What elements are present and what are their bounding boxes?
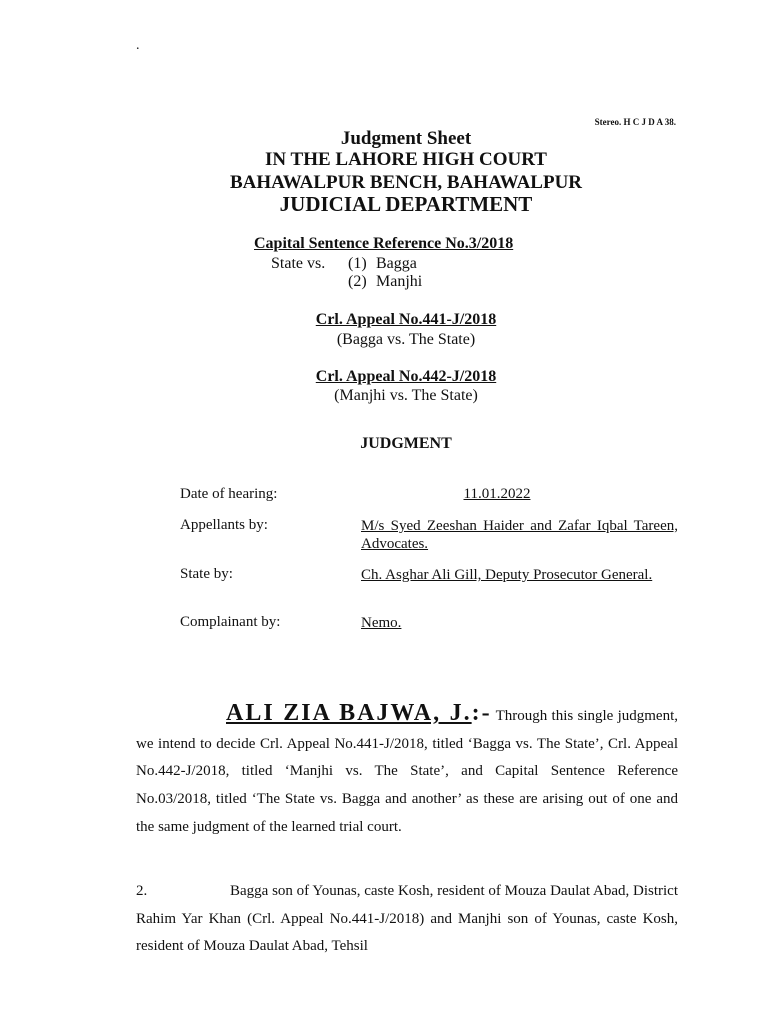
complainant-label: Complainant by: [180,614,281,630]
date-of-hearing-label: Date of hearing: [180,486,278,502]
stereo-code: Stereo. H C J D A 38. [594,117,676,127]
page-dot: . [136,38,140,53]
complainant-value: Nemo. [361,615,402,631]
judgment-paragraph-1 [136,700,678,842]
state-by-value: Ch. Asghar Ali Gill, Deputy Prosecutor General. [361,567,653,583]
appeal-parties: (Bagga vs. The State) [336,331,476,348]
state-by-label: State by: [180,566,233,582]
party-name: Bagga [376,255,417,272]
judgment-heading: JUDGMENT [360,435,452,452]
judgment-sheet-heading: Judgment Sheet [340,128,472,149]
capital-reference-title: Capital Sentence Reference No.3/2018 [254,235,514,252]
party-number: (1) [348,255,367,272]
paragraph-2-text: Bagga son of Younas, caste Kosh, resident of Mouza Daulat Abad, District Rahim Yar Khan (Crl. Appeal No.441-J/2018) and Manjhi son of Younas, caste Kosh, resident of Mouza Daulat Abad, Tehsil [136,883,678,955]
party-number: (2) [348,273,367,290]
reference-parties [271,255,422,291]
appeal-parties: (Manjhi vs. The State) [334,387,478,404]
bench-heading: BAHAWALPUR BENCH, BAHAWALPUR [229,172,583,193]
state-vs-label: State vs. [271,255,326,272]
date-of-hearing-value: 11.01.2022 [463,486,531,502]
appellants-label: Appellants by: [180,517,268,533]
appeal-title: Crl. Appeal No.441-J/2018 [315,311,497,328]
judgment-paragraph-2 [136,878,678,961]
court-name-heading: IN THE LAHORE HIGH COURT [265,149,547,170]
paragraph-1-text: Through this single judgment, we intend to decide Crl. Appeal No.441-J/2018, titled ‘Bagga vs. The State’, Crl. Appeal No.442-J/2018, titled ‘Manjhi vs. The State’, and Capital Sentence Reference No.03/2018, titled ‘The State vs. Bagga and another’ as these are arising out of one and the same judgment of the learned trial court. [136,708,679,835]
paragraph-number: 2. [136,883,148,899]
appeal-title: Crl. Appeal No.442-J/2018 [315,368,497,385]
department-heading: JUDICIAL DEPARTMENT [279,192,533,216]
judge-name: ALI ZIA BAJWA, J.:- [226,700,492,726]
appellants-value: M/s Syed Zeeshan Haider and Zafar Iqbal Tareen, Advocates. [361,518,678,552]
party-name: Manjhi [376,273,423,290]
